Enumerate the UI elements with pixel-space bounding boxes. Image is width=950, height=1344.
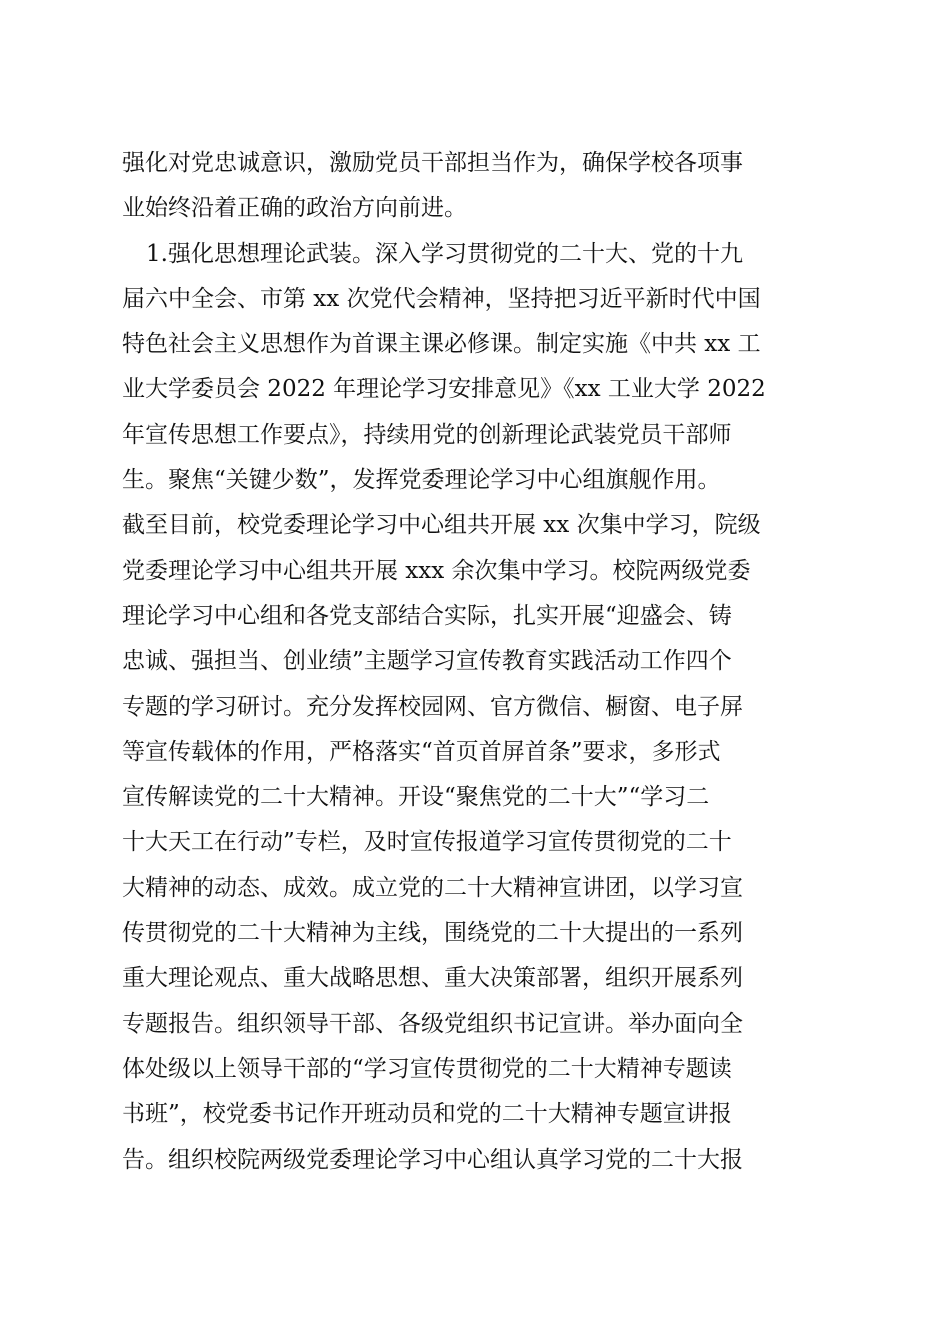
text-line: 强化对党忠诚意识，激励党员干部担当作为，确保学校各项事 — [122, 150, 743, 176]
text-line: 等宣传载体的作用，严格落实“首页首屏首条”要求，多形式 — [122, 738, 721, 765]
text-line: 忠诚、强担当、创业绩”主题学习宣传教育实践活动工作四个 — [122, 648, 732, 675]
text-line: 专题的学习研讨。充分发挥校园网、官方微信、橱窗、电子屏 — [122, 693, 743, 720]
text-line: 1.强化思想理论武装。深入学习贯彻党的二十大、党的十九 — [146, 240, 743, 267]
text-line: 生。聚焦“关键少数”，发挥党委理论学习中心组旗舰作用。 — [122, 467, 721, 494]
text-line: 告。组织校院两级党委理论学习中心组认真学习党的二十大报 — [122, 1146, 743, 1173]
text-line: 体处级以上领导干部的“学习宣传贯彻党的二十大精神专题读 — [122, 1055, 732, 1082]
text-line: 业大学委员会 2022 年理论学习安排意见》《xx 工业大学 2022 — [122, 376, 766, 403]
text-line: 重大理论观点、重大战略思想、重大决策部署，组织开展系列 — [122, 965, 743, 992]
text-line: 截至目前，校党委理论学习中心组共开展 xx 次集中学习，院级 — [122, 512, 761, 539]
text-line: 理论学习中心组和各党支部结合实际，扎实开展“迎盛会、铸 — [122, 602, 732, 629]
text-line: 业始终沿着正确的政治方向前进。 — [122, 195, 467, 222]
document-body — [122, 141, 828, 1183]
text-line: 届六中全会、市第 xx 次党代会精神，坚持把习近平新时代中国 — [122, 285, 761, 312]
text-line: 年宣传思想工作要点》，持续用党的创新理论武装党员干部师 — [122, 421, 732, 448]
text-line: 党委理论学习中心组共开展 xxx 余次集中学习。校院两级党委 — [122, 557, 751, 584]
text-line: 大精神的动态、成效。成立党的二十大精神宣讲团，以学习宣 — [122, 874, 743, 901]
text-line: 特色社会主义思想作为首课主课必修课。制定实施《中共 xx 工 — [122, 331, 761, 358]
text-line: 书班”，校党委书记作开班动员和党的二十大精神专题宣讲报 — [122, 1101, 732, 1128]
text-line: 专题报告。组织领导干部、各级党组织书记宣讲。举办面向全 — [122, 1010, 743, 1037]
text-line: 传贯彻党的二十大精神为主线，围绕党的二十大提出的一系列 — [122, 920, 743, 947]
text-line: 十大天工在行动”专栏，及时宣传报道学习宣传贯彻党的二十 — [122, 829, 732, 856]
text-line: 宣传解读党的二十大精神。开设“聚焦党的二十大”“学习二 — [122, 784, 710, 811]
